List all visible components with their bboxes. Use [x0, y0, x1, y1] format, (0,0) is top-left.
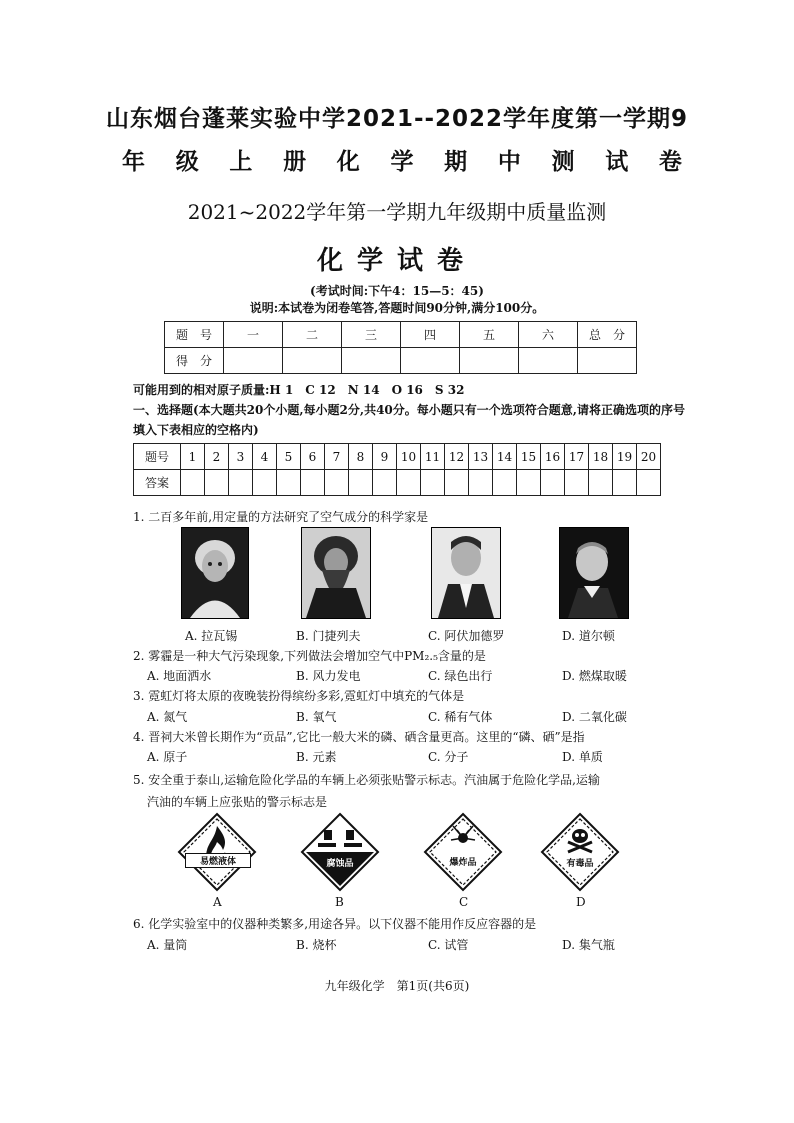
score-cell-header: 六 — [519, 322, 578, 348]
hazard-sign-corrosive[interactable] — [300, 812, 380, 892]
answer-table-answer-cell[interactable] — [613, 470, 637, 496]
answer-table-number: 8 — [349, 444, 373, 470]
question-2-stem: 2. 雾霾是一种大气污染现象,下列做法会增加空气中PM₂.₅含量的是 — [133, 649, 486, 663]
title-char: 学 — [390, 149, 414, 175]
portrait-dalton — [559, 527, 629, 619]
question-1-option-c[interactable]: C. 阿伏加德罗 — [428, 629, 505, 643]
question-1-option-b[interactable]: B. 门捷列夫 — [296, 629, 361, 643]
title-char: 卷 — [658, 149, 682, 175]
score-cell-header: 总 分 — [578, 322, 637, 348]
question-6-option-b[interactable]: B. 烧杯 — [296, 938, 337, 952]
title-char: 册 — [283, 149, 307, 175]
portrait-lavoisier-image — [182, 528, 248, 618]
question-1-option-d[interactable]: D. 道尔顿 — [562, 629, 615, 643]
title-char: 测 — [551, 149, 575, 175]
hazard-sign-label: 有毒品 — [566, 859, 594, 869]
portrait-mendeleev — [301, 527, 371, 619]
answer-table-number: 14 — [493, 444, 517, 470]
hazard-sign-label: 腐蚀品 — [326, 859, 354, 869]
question-6-option-c[interactable]: C. 试管 — [428, 938, 469, 952]
answer-row-label: 答案 — [134, 470, 181, 496]
score-table-score-row — [165, 348, 637, 374]
corrosive-icon — [300, 812, 380, 892]
answer-table-answer-cell[interactable] — [253, 470, 277, 496]
section1-heading-text: 一、选择题(本大题共20个小题,每小题2分,共40分。每小题只有一个选项符合题意,请将正确选项的序号填入下表相应的空格内) — [133, 403, 685, 437]
question-5-stem-line2: 汽油的车辆上应张贴的警示标志是 — [147, 795, 328, 809]
answer-table-number: 4 — [253, 444, 277, 470]
score-table-header-row — [165, 322, 637, 348]
answer-table-number-row — [134, 444, 661, 470]
answer-table-number: 5 — [277, 444, 301, 470]
score-cell-empty[interactable] — [401, 348, 460, 374]
hazard-sign-label: 易燃液体 — [185, 853, 251, 868]
question-3-option-d[interactable]: D. 二氧化碳 — [562, 710, 627, 724]
exam-subtitle: 2021~2022学年第一学期九年级期中质量监测 — [187, 200, 607, 224]
title-char: 年 — [122, 149, 145, 175]
score-cell-empty[interactable] — [519, 348, 578, 374]
score-cell-empty[interactable] — [342, 348, 401, 374]
portrait-dalton-image — [560, 528, 628, 618]
score-cell-empty[interactable] — [460, 348, 519, 374]
answer-table-answer-cell[interactable] — [181, 470, 205, 496]
score-table — [164, 321, 637, 374]
title-char: 试 — [605, 149, 629, 175]
answer-table-answer-cell[interactable] — [469, 470, 493, 496]
question-1-option-a[interactable]: A. 拉瓦锡 — [185, 629, 238, 643]
answer-table-number: 3 — [229, 444, 253, 470]
score-cell-header: 四 — [401, 322, 460, 348]
section1-heading — [133, 400, 693, 440]
score-cell-header: 五 — [460, 322, 519, 348]
answer-table-number: 6 — [301, 444, 325, 470]
skull-crossbones-icon — [540, 812, 620, 892]
answer-table-answer-cell[interactable] — [541, 470, 565, 496]
flammable-icon — [177, 812, 257, 892]
title-char: 化 — [336, 149, 360, 175]
answer-table-answer-cell[interactable] — [301, 470, 325, 496]
exam-time: (考试时间:下午4：15—5：45) — [310, 284, 484, 298]
answer-table-number: 18 — [589, 444, 613, 470]
answer-table-answer-cell[interactable] — [349, 470, 373, 496]
question-3-option-b[interactable]: B. 氧气 — [296, 710, 337, 724]
answer-table-number: 20 — [637, 444, 661, 470]
answer-table-answer-cell[interactable] — [325, 470, 349, 496]
answer-table-number: 12 — [445, 444, 469, 470]
answer-table-answer-cell[interactable] — [589, 470, 613, 496]
answer-row-label: 题号 — [134, 444, 181, 470]
answer-table — [133, 443, 661, 496]
answer-table-answer-cell[interactable] — [229, 470, 253, 496]
exam-title: 化学试卷 — [316, 246, 477, 276]
question-1-stem: 1. 二百多年前,用定量的方法研究了空气成分的科学家是 — [133, 510, 429, 524]
answer-table-answer-row — [134, 470, 661, 496]
question-3-option-a[interactable]: A. 氮气 — [147, 710, 188, 724]
score-cell-empty[interactable] — [578, 348, 637, 374]
answer-table-answer-cell[interactable] — [445, 470, 469, 496]
question-4-stem: 4. 晋祠大米曾长期作为“贡品”,它比一般大米的磷、硒含量更高。这里的“磷、硒”是指 — [133, 730, 585, 744]
answer-table-number: 19 — [613, 444, 637, 470]
answer-table-answer-cell[interactable] — [421, 470, 445, 496]
question-4-option-b[interactable]: B. 元素 — [296, 750, 337, 764]
answer-table-number: 7 — [325, 444, 349, 470]
question-3-option-c[interactable]: C. 稀有气体 — [428, 710, 493, 724]
score-cell-empty[interactable] — [283, 348, 342, 374]
question-4-option-c[interactable]: C. 分子 — [428, 750, 469, 764]
hazard-sign-letter-b: B — [335, 895, 344, 909]
question-2-option-a[interactable]: A. 地面洒水 — [147, 669, 212, 683]
answer-table-number: 17 — [565, 444, 589, 470]
portrait-avogadro — [431, 527, 501, 619]
hazard-sign-explosive[interactable] — [423, 812, 503, 892]
score-cell-label: 得 分 — [165, 348, 224, 374]
score-cell-header: 二 — [283, 322, 342, 348]
answer-table-answer-cell[interactable] — [565, 470, 589, 496]
exam-instructions: 说明:本试卷为闭卷笔答,答题时间90分钟,满分100分。 — [249, 301, 545, 315]
answer-table-number: 10 — [397, 444, 421, 470]
hazard-sign-letter-a: A — [213, 895, 222, 909]
question-4-option-d[interactable]: D. 单质 — [562, 750, 603, 764]
atomic-masses: 可能用到的相对原子质量:H 1 C 12 N 14 O 16 S 32 — [133, 383, 465, 397]
answer-table-answer-cell[interactable] — [277, 470, 301, 496]
document-title-line1: 山东烟台蓬莱实验中学2021--2022学年度第一学期9 — [105, 106, 689, 132]
portrait-avogadro-image — [432, 528, 500, 618]
answer-table-number: 2 — [205, 444, 229, 470]
answer-table-answer-cell[interactable] — [517, 470, 541, 496]
score-cell-empty[interactable] — [224, 348, 283, 374]
answer-table-number: 16 — [541, 444, 565, 470]
answer-table-answer-cell[interactable] — [637, 470, 661, 496]
question-5-stem-line1: 5. 安全重于泰山,运输危险化学品的车辆上必须张贴警示标志。汽油属于危险化学品,运输 — [133, 773, 600, 787]
title-char: 期 — [444, 149, 468, 175]
question-2-option-b[interactable]: B. 风力发电 — [296, 669, 361, 683]
page-footer: 九年级化学 第1页(共6页) — [324, 979, 470, 993]
answer-table-number: 15 — [517, 444, 541, 470]
title-char: 上 — [229, 149, 253, 175]
answer-table-number: 9 — [373, 444, 397, 470]
answer-table-answer-cell[interactable] — [373, 470, 397, 496]
answer-table-answer-cell[interactable] — [205, 470, 229, 496]
title-char: 级 — [175, 149, 199, 175]
document-title-line2 — [122, 143, 682, 176]
hazard-sign-letter-c: C — [459, 895, 469, 909]
question-2-option-c[interactable]: C. 绿色出行 — [428, 669, 493, 683]
score-cell-header: 三 — [342, 322, 401, 348]
hazard-sign-label: 爆炸品 — [449, 858, 477, 868]
explosive-icon — [423, 812, 503, 892]
question-2-option-d[interactable]: D. 燃煤取暖 — [562, 669, 627, 683]
score-cell-header: 一 — [224, 322, 283, 348]
portrait-lavoisier — [181, 527, 249, 619]
score-cell-label: 题 号 — [165, 322, 224, 348]
answer-table-number: 11 — [421, 444, 445, 470]
hazard-sign-letter-d: D — [576, 895, 586, 909]
hazard-sign-toxic[interactable] — [540, 812, 620, 892]
question-6-stem: 6. 化学实验室中的仪器种类繁多,用途各异。以下仪器不能用作反应容器的是 — [133, 917, 537, 931]
answer-table-number: 13 — [469, 444, 493, 470]
title-char: 中 — [497, 149, 521, 175]
hazard-sign-flammable-liquid[interactable] — [177, 812, 257, 892]
question-6-option-d[interactable]: D. 集气瓶 — [562, 938, 615, 952]
answer-table-answer-cell[interactable] — [493, 470, 517, 496]
answer-table-answer-cell[interactable] — [397, 470, 421, 496]
answer-table-number: 1 — [181, 444, 205, 470]
question-3-stem: 3. 霓虹灯将太原的夜晚装扮得缤纷多彩,霓虹灯中填充的气体是 — [133, 689, 465, 703]
question-4-option-a[interactable]: A. 原子 — [147, 750, 188, 764]
question-6-option-a[interactable]: A. 量筒 — [147, 938, 188, 952]
portrait-mendeleev-image — [302, 528, 370, 618]
